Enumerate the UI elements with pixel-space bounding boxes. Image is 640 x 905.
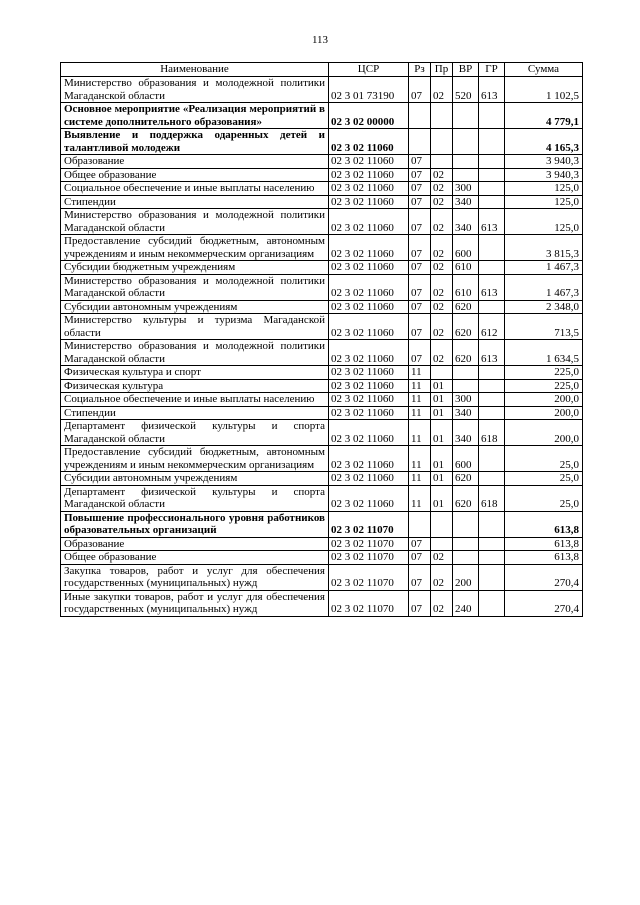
cell-vr bbox=[453, 129, 479, 155]
cell-vr bbox=[453, 537, 479, 551]
cell-name: Министерство образования и молодежной политики Магаданской области bbox=[61, 209, 329, 235]
cell-gr bbox=[479, 537, 505, 551]
cell-rz: 07 bbox=[409, 564, 431, 590]
cell-sum: 25,0 bbox=[505, 472, 583, 486]
cell-gr bbox=[479, 564, 505, 590]
cell-pr: 02 bbox=[431, 235, 453, 261]
cell-gr bbox=[479, 446, 505, 472]
cell-rz bbox=[409, 103, 431, 129]
cell-csr: 02 3 02 11060 bbox=[329, 209, 409, 235]
cell-rz: 11 bbox=[409, 446, 431, 472]
cell-rz: 07 bbox=[409, 537, 431, 551]
cell-vr: 200 bbox=[453, 564, 479, 590]
cell-sum: 270,4 bbox=[505, 590, 583, 616]
table-row bbox=[61, 235, 583, 261]
cell-pr: 01 bbox=[431, 472, 453, 486]
cell-vr: 340 bbox=[453, 420, 479, 446]
table-row bbox=[61, 551, 583, 565]
cell-pr: 01 bbox=[431, 393, 453, 407]
cell-sum: 270,4 bbox=[505, 564, 583, 590]
cell-name: Министерство культуры и туризма Магаданской области bbox=[61, 314, 329, 340]
cell-csr: 02 3 02 11060 bbox=[329, 446, 409, 472]
cell-gr: 613 bbox=[479, 209, 505, 235]
cell-sum: 613,8 bbox=[505, 537, 583, 551]
cell-rz: 07 bbox=[409, 155, 431, 169]
cell-csr: 02 3 02 11060 bbox=[329, 379, 409, 393]
cell-sum: 25,0 bbox=[505, 446, 583, 472]
cell-csr: 02 3 02 11060 bbox=[329, 485, 409, 511]
table-row bbox=[61, 209, 583, 235]
cell-rz: 07 bbox=[409, 261, 431, 275]
cell-csr: 02 3 02 11070 bbox=[329, 564, 409, 590]
cell-vr: 520 bbox=[453, 77, 479, 103]
cell-name: Субсидии автономным учреждениям bbox=[61, 300, 329, 314]
table-row bbox=[61, 420, 583, 446]
cell-vr: 300 bbox=[453, 393, 479, 407]
cell-gr bbox=[479, 235, 505, 261]
cell-pr: 01 bbox=[431, 446, 453, 472]
cell-rz: 11 bbox=[409, 485, 431, 511]
header-name: Наименование bbox=[61, 63, 329, 77]
cell-rz: 11 bbox=[409, 393, 431, 407]
cell-sum: 200,0 bbox=[505, 420, 583, 446]
cell-sum: 125,0 bbox=[505, 209, 583, 235]
budget-table bbox=[60, 62, 583, 617]
cell-pr: 02 bbox=[431, 590, 453, 616]
cell-rz: 11 bbox=[409, 406, 431, 420]
cell-sum: 225,0 bbox=[505, 366, 583, 380]
table-row bbox=[61, 511, 583, 537]
cell-vr: 300 bbox=[453, 182, 479, 196]
cell-csr: 02 3 02 11060 bbox=[329, 274, 409, 300]
cell-csr: 02 3 02 11060 bbox=[329, 129, 409, 155]
table-row bbox=[61, 406, 583, 420]
table-row bbox=[61, 590, 583, 616]
cell-rz: 07 bbox=[409, 235, 431, 261]
table-row bbox=[61, 537, 583, 551]
cell-gr bbox=[479, 182, 505, 196]
table-row bbox=[61, 77, 583, 103]
cell-gr bbox=[479, 590, 505, 616]
cell-vr bbox=[453, 168, 479, 182]
cell-pr: 02 bbox=[431, 195, 453, 209]
cell-rz: 07 bbox=[409, 300, 431, 314]
cell-name: Социальное обеспечение и иные выплаты населению bbox=[61, 393, 329, 407]
cell-vr: 620 bbox=[453, 472, 479, 486]
cell-gr bbox=[479, 129, 505, 155]
cell-gr: 613 bbox=[479, 340, 505, 366]
cell-rz: 07 bbox=[409, 314, 431, 340]
cell-csr: 02 3 01 73190 bbox=[329, 77, 409, 103]
cell-vr: 620 bbox=[453, 485, 479, 511]
cell-name: Образование bbox=[61, 155, 329, 169]
cell-gr bbox=[479, 379, 505, 393]
cell-sum: 3 940,3 bbox=[505, 155, 583, 169]
cell-rz bbox=[409, 511, 431, 537]
cell-gr bbox=[479, 261, 505, 275]
cell-vr bbox=[453, 379, 479, 393]
cell-pr: 01 bbox=[431, 420, 453, 446]
cell-pr bbox=[431, 537, 453, 551]
cell-pr: 02 bbox=[431, 274, 453, 300]
cell-csr: 02 3 02 11070 bbox=[329, 590, 409, 616]
cell-name: Министерство образования и молодежной политики Магаданской области bbox=[61, 77, 329, 103]
cell-gr: 613 bbox=[479, 77, 505, 103]
cell-rz: 07 bbox=[409, 77, 431, 103]
cell-rz: 07 bbox=[409, 195, 431, 209]
cell-csr: 02 3 02 11060 bbox=[329, 155, 409, 169]
cell-name: Субсидии автономным учреждениям bbox=[61, 472, 329, 486]
cell-name: Иные закупки товаров, работ и услуг для обеспечения государственных (муниципальных) нужд bbox=[61, 590, 329, 616]
cell-rz: 07 bbox=[409, 209, 431, 235]
table-row bbox=[61, 195, 583, 209]
cell-rz: 11 bbox=[409, 420, 431, 446]
cell-sum: 200,0 bbox=[505, 393, 583, 407]
cell-name: Физическая культура и спорт bbox=[61, 366, 329, 380]
cell-csr: 02 3 02 11070 bbox=[329, 511, 409, 537]
cell-name: Физическая культура bbox=[61, 379, 329, 393]
table-row bbox=[61, 366, 583, 380]
cell-sum: 225,0 bbox=[505, 379, 583, 393]
cell-pr: 02 bbox=[431, 564, 453, 590]
cell-sum: 1 467,3 bbox=[505, 261, 583, 275]
cell-pr: 02 bbox=[431, 182, 453, 196]
table-row bbox=[61, 446, 583, 472]
cell-csr: 02 3 02 00000 bbox=[329, 103, 409, 129]
header-csr: ЦСР bbox=[329, 63, 409, 77]
cell-csr: 02 3 02 11060 bbox=[329, 406, 409, 420]
cell-name: Предоставление субсидий бюджетным, автономным учреждениям и иным некоммерческим организациям bbox=[61, 235, 329, 261]
table-row bbox=[61, 379, 583, 393]
cell-pr: 02 bbox=[431, 300, 453, 314]
cell-csr: 02 3 02 11060 bbox=[329, 261, 409, 275]
cell-name: Основное мероприятие «Реализация мероприятий в системе дополнительного образования» bbox=[61, 103, 329, 129]
cell-csr: 02 3 02 11060 bbox=[329, 420, 409, 446]
cell-pr: 02 bbox=[431, 340, 453, 366]
cell-pr: 02 bbox=[431, 261, 453, 275]
table-row bbox=[61, 155, 583, 169]
cell-csr: 02 3 02 11060 bbox=[329, 340, 409, 366]
table-row bbox=[61, 564, 583, 590]
cell-sum: 125,0 bbox=[505, 182, 583, 196]
cell-gr: 612 bbox=[479, 314, 505, 340]
cell-name: Стипендии bbox=[61, 406, 329, 420]
table-header-row bbox=[61, 63, 583, 77]
cell-rz: 07 bbox=[409, 182, 431, 196]
cell-rz: 07 bbox=[409, 551, 431, 565]
table-body bbox=[61, 77, 583, 617]
table-row bbox=[61, 103, 583, 129]
cell-rz: 11 bbox=[409, 472, 431, 486]
cell-gr: 618 bbox=[479, 420, 505, 446]
cell-pr: 01 bbox=[431, 406, 453, 420]
header-pr: Пр bbox=[431, 63, 453, 77]
cell-pr: 02 bbox=[431, 168, 453, 182]
cell-rz: 07 bbox=[409, 590, 431, 616]
cell-gr bbox=[479, 551, 505, 565]
cell-vr: 620 bbox=[453, 300, 479, 314]
header-gr: ГР bbox=[479, 63, 505, 77]
cell-vr: 340 bbox=[453, 209, 479, 235]
cell-vr bbox=[453, 551, 479, 565]
cell-sum: 125,0 bbox=[505, 195, 583, 209]
cell-sum: 4 779,1 bbox=[505, 103, 583, 129]
cell-name: Министерство образования и молодежной политики Магаданской области bbox=[61, 340, 329, 366]
cell-name: Министерство образования и молодежной политики Магаданской области bbox=[61, 274, 329, 300]
cell-csr: 02 3 02 11060 bbox=[329, 168, 409, 182]
cell-gr: 613 bbox=[479, 274, 505, 300]
cell-name: Общее образование bbox=[61, 551, 329, 565]
cell-gr bbox=[479, 168, 505, 182]
cell-vr: 620 bbox=[453, 340, 479, 366]
page-number: 113 bbox=[311, 34, 329, 46]
cell-gr bbox=[479, 103, 505, 129]
cell-gr bbox=[479, 393, 505, 407]
cell-name: Общее образование bbox=[61, 168, 329, 182]
cell-vr bbox=[453, 155, 479, 169]
cell-gr bbox=[479, 366, 505, 380]
cell-name: Субсидии бюджетным учреждениям bbox=[61, 261, 329, 275]
header-vr: ВР bbox=[453, 63, 479, 77]
table-row bbox=[61, 472, 583, 486]
cell-vr: 240 bbox=[453, 590, 479, 616]
cell-name: Социальное обеспечение и иные выплаты населению bbox=[61, 182, 329, 196]
cell-name: Выявление и поддержка одаренных детей и талантливой молодежи bbox=[61, 129, 329, 155]
cell-pr bbox=[431, 129, 453, 155]
table-row bbox=[61, 129, 583, 155]
cell-csr: 02 3 02 11060 bbox=[329, 393, 409, 407]
cell-rz: 07 bbox=[409, 168, 431, 182]
cell-gr bbox=[479, 406, 505, 420]
table-row bbox=[61, 340, 583, 366]
cell-vr bbox=[453, 366, 479, 380]
header-rz: Рз bbox=[409, 63, 431, 77]
cell-pr: 01 bbox=[431, 379, 453, 393]
cell-pr: 01 bbox=[431, 485, 453, 511]
cell-name: Стипендии bbox=[61, 195, 329, 209]
cell-rz: 11 bbox=[409, 379, 431, 393]
table-row bbox=[61, 485, 583, 511]
cell-sum: 3 940,3 bbox=[505, 168, 583, 182]
table-row bbox=[61, 314, 583, 340]
header-sum: Сумма bbox=[505, 63, 583, 77]
cell-gr bbox=[479, 511, 505, 537]
cell-rz: 11 bbox=[409, 366, 431, 380]
cell-pr: 02 bbox=[431, 209, 453, 235]
cell-csr: 02 3 02 11060 bbox=[329, 182, 409, 196]
table-row bbox=[61, 393, 583, 407]
cell-gr bbox=[479, 472, 505, 486]
cell-gr bbox=[479, 195, 505, 209]
cell-vr: 610 bbox=[453, 261, 479, 275]
cell-csr: 02 3 02 11060 bbox=[329, 314, 409, 340]
cell-vr: 600 bbox=[453, 446, 479, 472]
cell-gr: 618 bbox=[479, 485, 505, 511]
table-row bbox=[61, 182, 583, 196]
cell-csr: 02 3 02 11060 bbox=[329, 195, 409, 209]
cell-sum: 613,8 bbox=[505, 511, 583, 537]
cell-rz bbox=[409, 129, 431, 155]
cell-pr bbox=[431, 155, 453, 169]
table-row bbox=[61, 168, 583, 182]
cell-name: Департамент физической культуры и спорта Магаданской области bbox=[61, 485, 329, 511]
cell-csr: 02 3 02 11060 bbox=[329, 366, 409, 380]
table-row bbox=[61, 300, 583, 314]
cell-vr: 340 bbox=[453, 195, 479, 209]
cell-name: Предоставление субсидий бюджетным, автономным учреждениям и иным некоммерческим организациям bbox=[61, 446, 329, 472]
cell-csr: 02 3 02 11070 bbox=[329, 551, 409, 565]
cell-gr bbox=[479, 300, 505, 314]
cell-pr bbox=[431, 511, 453, 537]
cell-vr bbox=[453, 103, 479, 129]
cell-name: Закупка товаров, работ и услуг для обеспечения государственных (муниципальных) нужд bbox=[61, 564, 329, 590]
cell-pr: 02 bbox=[431, 77, 453, 103]
cell-sum: 613,8 bbox=[505, 551, 583, 565]
cell-csr: 02 3 02 11060 bbox=[329, 235, 409, 261]
cell-sum: 3 815,3 bbox=[505, 235, 583, 261]
cell-pr: 02 bbox=[431, 551, 453, 565]
cell-name: Повышение профессионального уровня работников образовательных организаций bbox=[61, 511, 329, 537]
cell-pr bbox=[431, 366, 453, 380]
cell-vr: 610 bbox=[453, 274, 479, 300]
table-row bbox=[61, 261, 583, 275]
cell-gr bbox=[479, 155, 505, 169]
cell-sum: 1 467,3 bbox=[505, 274, 583, 300]
cell-vr bbox=[453, 511, 479, 537]
cell-sum: 25,0 bbox=[505, 485, 583, 511]
cell-csr: 02 3 02 11060 bbox=[329, 300, 409, 314]
cell-name: Образование bbox=[61, 537, 329, 551]
cell-vr: 600 bbox=[453, 235, 479, 261]
cell-sum: 1 102,5 bbox=[505, 77, 583, 103]
cell-sum: 4 165,3 bbox=[505, 129, 583, 155]
cell-sum: 200,0 bbox=[505, 406, 583, 420]
cell-csr: 02 3 02 11070 bbox=[329, 537, 409, 551]
cell-vr: 620 bbox=[453, 314, 479, 340]
cell-rz: 07 bbox=[409, 274, 431, 300]
cell-csr: 02 3 02 11060 bbox=[329, 472, 409, 486]
cell-sum: 1 634,5 bbox=[505, 340, 583, 366]
cell-pr: 02 bbox=[431, 314, 453, 340]
cell-rz: 07 bbox=[409, 340, 431, 366]
table-row bbox=[61, 274, 583, 300]
cell-name: Департамент физической культуры и спорта Магаданской области bbox=[61, 420, 329, 446]
cell-pr bbox=[431, 103, 453, 129]
cell-vr: 340 bbox=[453, 406, 479, 420]
cell-sum: 2 348,0 bbox=[505, 300, 583, 314]
cell-sum: 713,5 bbox=[505, 314, 583, 340]
